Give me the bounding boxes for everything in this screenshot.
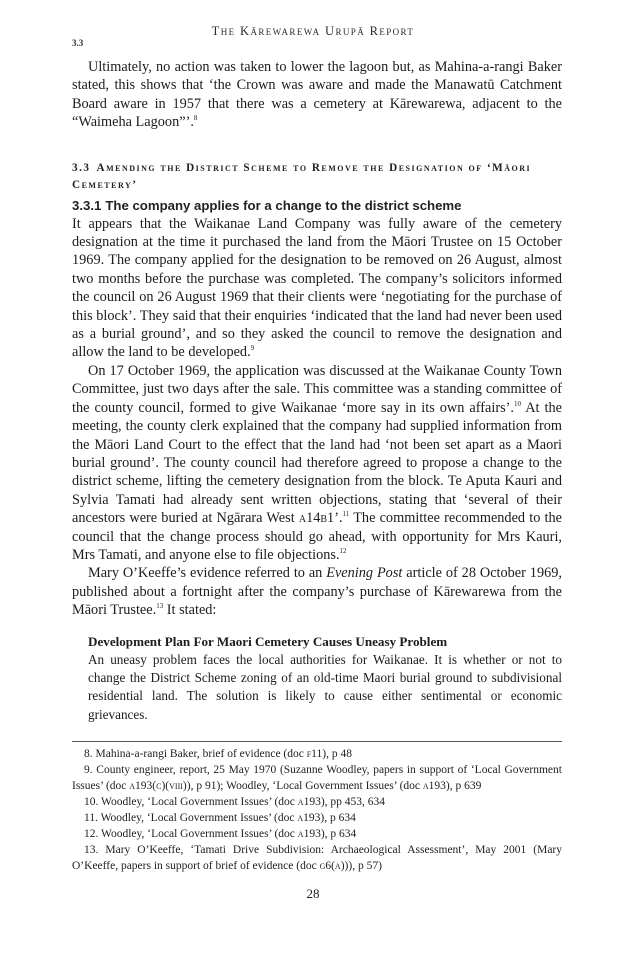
block-quote — [72, 632, 562, 725]
footnote-ref[interactable]: 10 — [514, 399, 521, 408]
paragraph: On 17 October 1969, the application was discussed at the Waikanae County Town Committee, just two days after the sale. This committee was a standing committee of the county council, formed to give Waikanae ‘more say in its own affairs’.$^{10}$ At the meeting, the county clerk explained that the company had supplied information from the Māori Land Court to the effect that the land had ‘not been set apart as a Maori burial ground’. The county council had therefore agreed to propose a change to the district scheme, lifting the cemetery designation from the block. Te Aputa Kauri and Sylvia Tamati had already sent written objections, stating that ‘several of their ancestors were buried at Ngārara West a14b1’.$^{11}$ The committee recommended to the council that the change process should go ahead, with opportunity for Mrs Kauri, Mrs Tamati, and anyone else to file objections.$^{12}$ — [72, 362, 563, 563]
footnote: 13. Mary O’Keeffe, ‘Tamati Drive Subdivision: Archaeological Assessment’, May 2001 (Mary O’Keeffe, papers in support of brief of evidence (doc g6(a))), p 57) — [72, 844, 562, 872]
footnote: 8. Mahina-a-rangi Baker, brief of evidence (doc f11), p 48 — [84, 748, 352, 760]
footnote: 12. Woodley, ‘Local Government Issues’ (doc a193), p 634 — [84, 828, 357, 840]
footnotes — [72, 746, 562, 874]
footnote: 11. Woodley, ‘Local Government Issues’ (doc a193), p 634 — [84, 812, 356, 824]
subsection-heading: 3.3.1 The company applies for a change to the district scheme — [72, 197, 462, 213]
quote-headline: Development Plan For Maori Cemetery Causes Uneasy Problem — [88, 633, 448, 649]
quote-text: An uneasy problem faces the local authorities for Waikanae. It is whether or not to change the District Scheme zoning of an old-time Maori burial ground to subdivisional residential land. The solution is likely to cause either sentimental or economic grievances. — [88, 651, 562, 722]
footnote-ref[interactable]: 12 — [339, 546, 347, 555]
block-reference: a14b1 — [298, 510, 335, 527]
running-head: The Kārewarewa Urupā Report — [211, 24, 415, 38]
paragraph: It appears that the Waikanae Land Company was fully aware of the cemetery designation at the time it purchased the land from the Māori Trustee on 15 October 1969. The company applied for the designation to be removed on 26 August, almost two months before the purchase was completed. The company’s solicitors informed the council on 26 August 1969 that their clients were ‘negotiating for the purchase of this block’. They said that their enquiries ‘indicated that the land had never been used as a burial ground’, and so they asked the council to remove the designation and allow the land to be developed.$^9$ — [72, 215, 562, 361]
body-text — [72, 58, 562, 724]
page-number: 28 — [306, 886, 320, 901]
publication-title: Evening Post — [326, 565, 403, 582]
section-tag: 3.3 — [72, 38, 84, 48]
footnote-ref[interactable]: 11 — [342, 510, 350, 519]
footnote-ref[interactable]: 8 — [193, 114, 198, 123]
footnote: 10. Woodley, ‘Local Government Issues’ (doc a193), pp 453, 634 — [84, 796, 386, 808]
paragraph: Mary O’Keeffe’s evidence referred to an Evening Post article of 28 October 1969, published about a fortnight after the company’s purchase of Kārewarewa from the Māori Trustee.$^{13}$ It stated: — [72, 565, 562, 619]
footnote-divider — [72, 741, 562, 742]
footnote-ref[interactable]: 9 — [250, 344, 255, 353]
intro-paragraph: Ultimately, no action was taken to lower the lagoon but, as Mahina-a-rangi Baker stated, this shows that ‘the Crown was aware and made the Manawatū Catchment Board aware in 1957 that there was a cemetery at Kārewarewa, adjacent to the “Waimeha Lagoon”’.$^8$ — [72, 59, 562, 131]
section-heading: 3.3 Amending the District Scheme to Remove the Designation of ‘Māori Cemetery’ — [72, 161, 532, 191]
footnote: 9. County engineer, report, 25 May 1970 (Suzanne Woodley, papers in support of ‘Local Government Issues’ (doc a193(c)(viii)), p 91); Woodley, ‘Local Government Issues’ (doc a193), p 639 — [72, 764, 562, 792]
footnote-ref[interactable]: 13 — [156, 602, 164, 611]
